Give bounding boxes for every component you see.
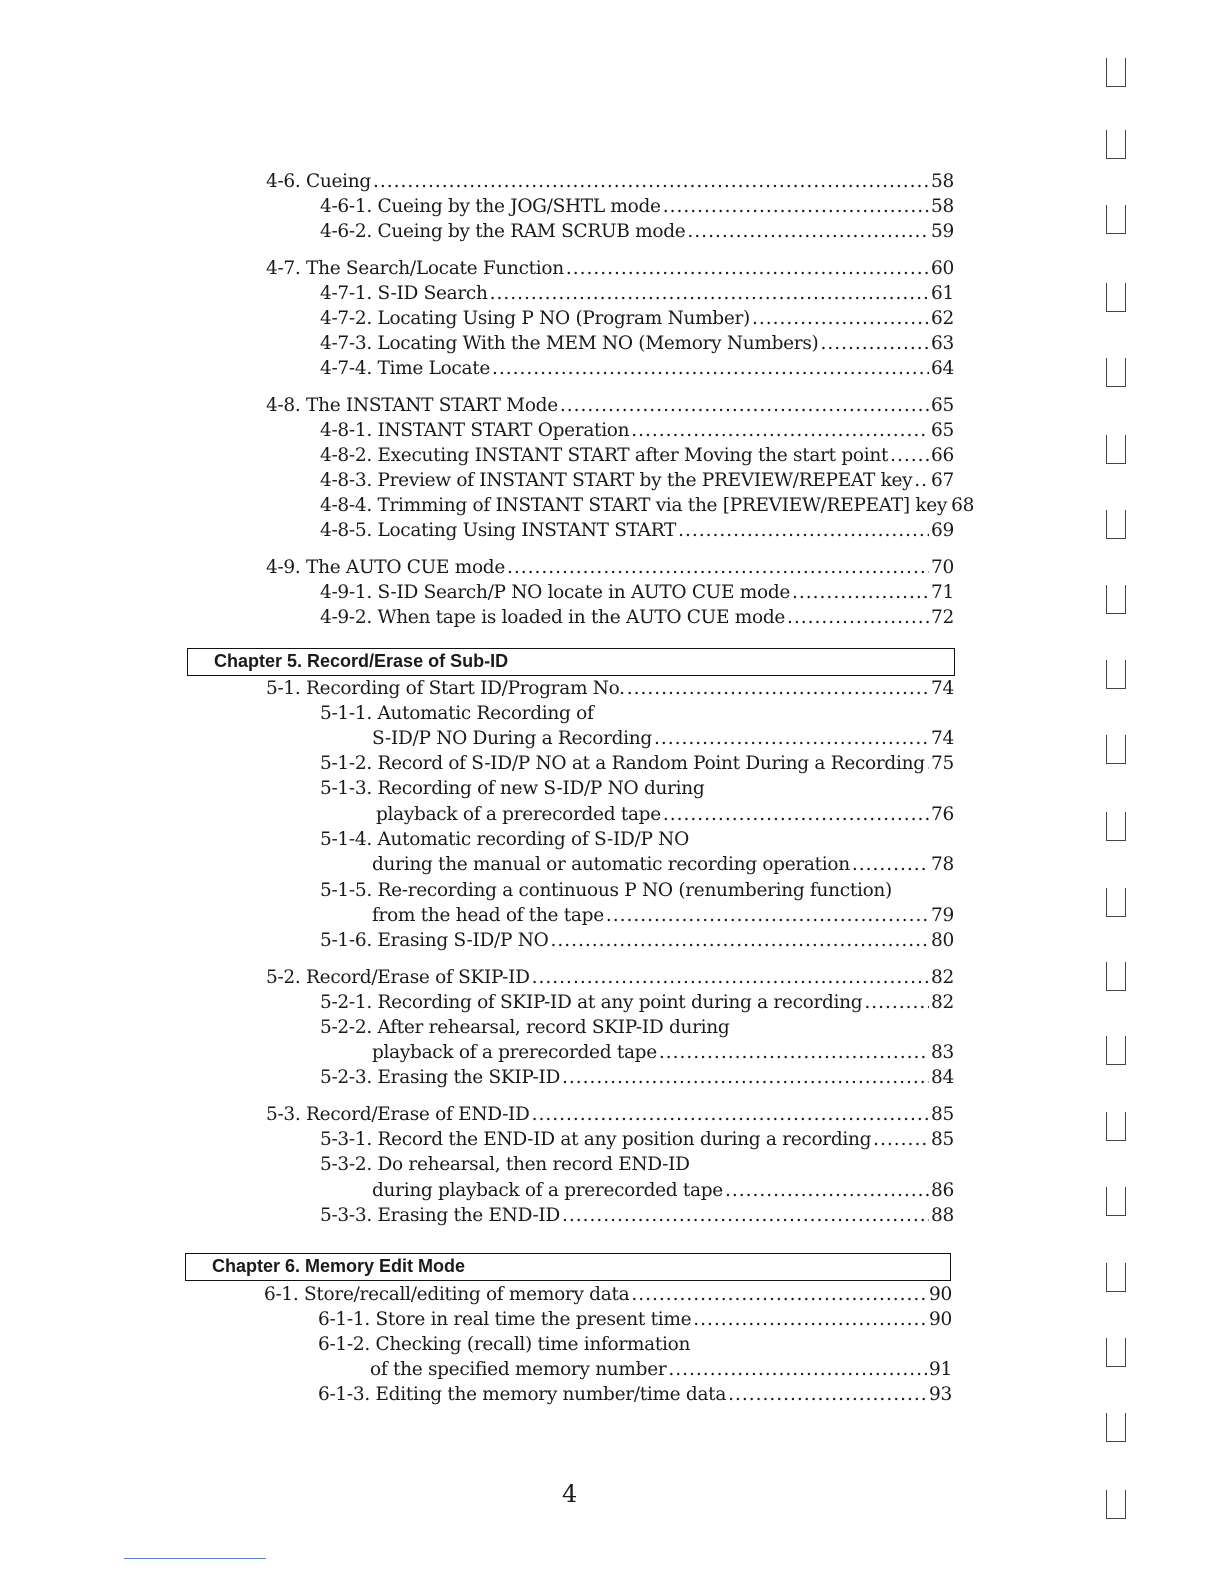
toc-entry-page: 86	[931, 1180, 954, 1201]
binder-mark	[1106, 58, 1126, 87]
toc-entry-title: 5-1-2. Record of S-ID/P NO at a Random Point During a Recording	[320, 753, 925, 774]
toc-entry-title: 5-1-3. Recording of new S-ID/P NO during	[320, 778, 705, 799]
toc-entry-title: of the specified memory number	[370, 1359, 667, 1380]
toc-entry	[320, 195, 954, 219]
chapter-heading: Chapter 6. Memory Edit Mode	[212, 1256, 466, 1276]
toc-entry-title: 4-8-1. INSTANT START Operation	[320, 420, 630, 441]
toc-entry-title: 6-1. Store/recall/editing of memory data	[264, 1284, 630, 1305]
toc-entry-page: 78	[931, 854, 954, 875]
toc-entry-page: 90	[929, 1284, 952, 1305]
toc-entry	[320, 929, 954, 953]
toc-entry-title: 6-1-3. Editing the memory number/time data	[318, 1384, 727, 1405]
binder-mark	[1106, 962, 1126, 991]
toc-entry	[372, 1179, 954, 1203]
toc-entry-title: playback of a prerecorded tape	[376, 804, 661, 825]
toc-entry-title: 4-9. The AUTO CUE mode	[266, 557, 505, 578]
binder-mark	[1106, 1490, 1126, 1519]
toc-entry-title: 5-1-6. Erasing S-ID/P NO	[320, 930, 549, 951]
toc-entry-title: 4-6-2. Cueing by the RAM SCRUB mode	[320, 221, 686, 242]
toc-entry	[372, 727, 954, 751]
toc-entry-page: 85	[931, 1129, 954, 1150]
toc-entry-page: 91	[929, 1359, 952, 1380]
toc-entry-title: 5-2-2. After rehearsal, record SKIP-ID during	[320, 1017, 730, 1038]
toc-entry-title: 5-1. Recording of Start ID/Program No.	[266, 678, 625, 699]
binder-mark	[1106, 888, 1126, 917]
toc-entry-page: 80	[931, 930, 954, 951]
toc-entry-page: 69	[931, 520, 954, 541]
toc-entry	[320, 282, 954, 306]
toc-entry-page: 59	[931, 221, 954, 242]
toc-entry	[372, 904, 954, 928]
toc-entry-title: 5-3. Record/Erase of END-ID	[266, 1104, 530, 1125]
binder-mark	[1106, 358, 1126, 387]
toc-entry	[370, 1358, 952, 1382]
binder-mark	[1106, 1263, 1126, 1292]
toc-entry-title: 4-7-1. S-ID Search	[320, 283, 488, 304]
footer-rule	[124, 1558, 266, 1559]
toc-entry-title: 4-7. The Search/Locate Function	[266, 258, 564, 279]
toc-entry-title: 4-8-2. Executing INSTANT START after Moving the start point	[320, 445, 889, 466]
toc-entry	[266, 170, 954, 194]
toc-entry-page: 75	[931, 753, 954, 774]
toc-entry-page: 63	[931, 333, 954, 354]
toc-entry-page: 65	[931, 395, 954, 416]
toc-entry-title: 6-1-1. Store in real time the present time	[318, 1309, 692, 1330]
toc-entry-page: 83	[931, 1042, 954, 1063]
binder-mark	[1106, 130, 1126, 159]
toc-entry	[320, 494, 975, 518]
chapter-heading-box	[187, 648, 955, 676]
toc-entry	[320, 332, 954, 356]
toc-entry-title: 5-2-1. Recording of SKIP-ID at any point during a recording	[320, 992, 863, 1013]
toc-entry-page: 79	[931, 905, 954, 926]
toc-entry	[320, 581, 954, 605]
toc-entry-page: 68	[951, 495, 975, 516]
toc-entry	[266, 1103, 954, 1127]
toc-entry	[266, 257, 954, 281]
toc-entry-page: 71	[931, 582, 954, 603]
toc-entry-title: during playback of a prerecorded tape	[372, 1180, 723, 1201]
toc-entry-page: 74	[931, 728, 954, 749]
toc-entry-title: 5-2-3. Erasing the SKIP-ID	[320, 1067, 561, 1088]
toc-entry-page: 84	[931, 1067, 954, 1088]
toc-entry	[372, 853, 954, 877]
binder-mark	[1106, 1338, 1126, 1367]
toc-entry-title: 5-1-4. Automatic recording of S-ID/P NO	[320, 829, 689, 850]
toc-entry-title: 4-8-3. Preview of INSTANT START by the PREVIEW/REPEAT key	[320, 470, 913, 491]
toc-entry-page: 82	[931, 992, 954, 1013]
toc-entry-title: 5-1-5. Re-recording a continuous P NO (renumbering function)	[320, 880, 892, 901]
toc-entry-page: 67	[931, 470, 954, 491]
toc-entry-title: 4-9-1. S-ID Search/P NO locate in AUTO CUE mode	[320, 582, 791, 603]
toc-entry	[266, 677, 954, 701]
toc-entry-title: 4-6. Cueing	[266, 171, 371, 192]
toc-entry-page: 72	[931, 607, 954, 628]
toc-entry	[320, 1066, 954, 1090]
toc-entry	[320, 519, 954, 543]
toc-entry	[320, 307, 954, 331]
binder-mark	[1106, 1112, 1126, 1141]
toc-entry-title: from the head of the tape	[372, 905, 604, 926]
toc-entry-page: 90	[929, 1309, 952, 1330]
toc-entry-page: 66	[931, 445, 954, 466]
binder-mark	[1106, 735, 1126, 764]
toc-entry	[372, 1041, 954, 1065]
toc-entry-title: S-ID/P NO During a Recording	[372, 728, 652, 749]
toc-entry-title: 4-7-2. Locating Using P NO (Program Number)	[320, 308, 750, 329]
toc-entry-title: 6-1-2. Checking (recall) time information	[318, 1334, 691, 1355]
toc-entry	[320, 357, 954, 381]
toc-entry-title: 5-1-1. Automatic Recording of	[320, 703, 594, 724]
toc-entry	[320, 1128, 954, 1152]
binder-mark	[1106, 1413, 1126, 1442]
toc-entry-title: 5-3-1. Record the END-ID at any position during a recording	[320, 1129, 872, 1150]
toc-entry	[320, 991, 954, 1015]
binder-mark	[1106, 1036, 1126, 1065]
binder-mark	[1106, 435, 1126, 464]
toc-entry-page: 85	[931, 1104, 954, 1125]
binder-mark	[1106, 812, 1126, 841]
toc-entry-title: 4-7-4. Time Locate	[320, 358, 490, 379]
toc-entry-page: 93	[929, 1384, 952, 1405]
toc-entry-title: 5-2. Record/Erase of SKIP-ID	[266, 967, 530, 988]
toc-entry-title: 4-8-5. Locating Using INSTANT START	[320, 520, 677, 541]
toc-entry-title: 4-6-1. Cueing by the JOG/SHTL mode	[320, 196, 661, 217]
toc-entry-title: during the manual or automatic recording operation	[372, 854, 850, 875]
toc-entry-page: 64	[931, 358, 954, 379]
toc-entry-page: 65	[931, 420, 954, 441]
toc-entry	[318, 1383, 952, 1407]
toc-entry	[320, 606, 954, 630]
toc-entry	[266, 966, 954, 990]
toc-entry-page: 70	[931, 557, 954, 578]
toc-entry-page: 60	[931, 258, 954, 279]
page-number: 4	[562, 1480, 578, 1508]
toc-entry-page: 88	[931, 1205, 954, 1226]
binder-mark	[1106, 283, 1126, 312]
binder-mark	[1106, 660, 1126, 689]
binder-mark	[1106, 510, 1126, 539]
toc-entry-title: 5-3-2. Do rehearsal, then record END-ID	[320, 1154, 690, 1175]
binder-mark	[1106, 1187, 1126, 1216]
toc-entry	[376, 803, 954, 827]
toc-entry-title: 4-7-3. Locating With the MEM NO (Memory Numbers)	[320, 333, 819, 354]
toc-entry-page: 61	[931, 283, 954, 304]
toc-entry	[320, 419, 954, 443]
toc-entry	[318, 1308, 952, 1332]
toc-entry	[320, 752, 954, 776]
toc-entry-page: 62	[931, 308, 954, 329]
toc-entry-title: 4-8-4. Trimming of INSTANT START via the [PREVIEW/REPEAT] key	[320, 495, 948, 516]
toc-entry-page: 74	[931, 678, 954, 699]
binder-mark	[1106, 585, 1126, 614]
toc-entry	[266, 556, 954, 580]
toc-entry	[320, 469, 954, 493]
toc-entry-page: 76	[931, 804, 954, 825]
toc-entry-page: 82	[931, 967, 954, 988]
toc-entry-page: 58	[931, 196, 954, 217]
toc-entry-title: playback of a prerecorded tape	[372, 1042, 657, 1063]
toc-entry	[320, 1204, 954, 1228]
toc-entry	[320, 220, 954, 244]
chapter-heading: Chapter 5. Record/Erase of Sub-ID	[214, 651, 509, 671]
chapter-heading-box	[185, 1253, 951, 1281]
toc-entry	[264, 1283, 952, 1307]
toc-entry-title: 5-3-3. Erasing the END-ID	[320, 1205, 560, 1226]
binder-mark	[1106, 205, 1126, 234]
toc-entry	[266, 394, 954, 418]
toc-entry-title: 4-8. The INSTANT START Mode	[266, 395, 558, 416]
toc-entry-page: 58	[931, 171, 954, 192]
toc-entry	[320, 444, 954, 468]
toc-entry-title: 4-9-2. When tape is loaded in the AUTO CUE mode	[320, 607, 786, 628]
